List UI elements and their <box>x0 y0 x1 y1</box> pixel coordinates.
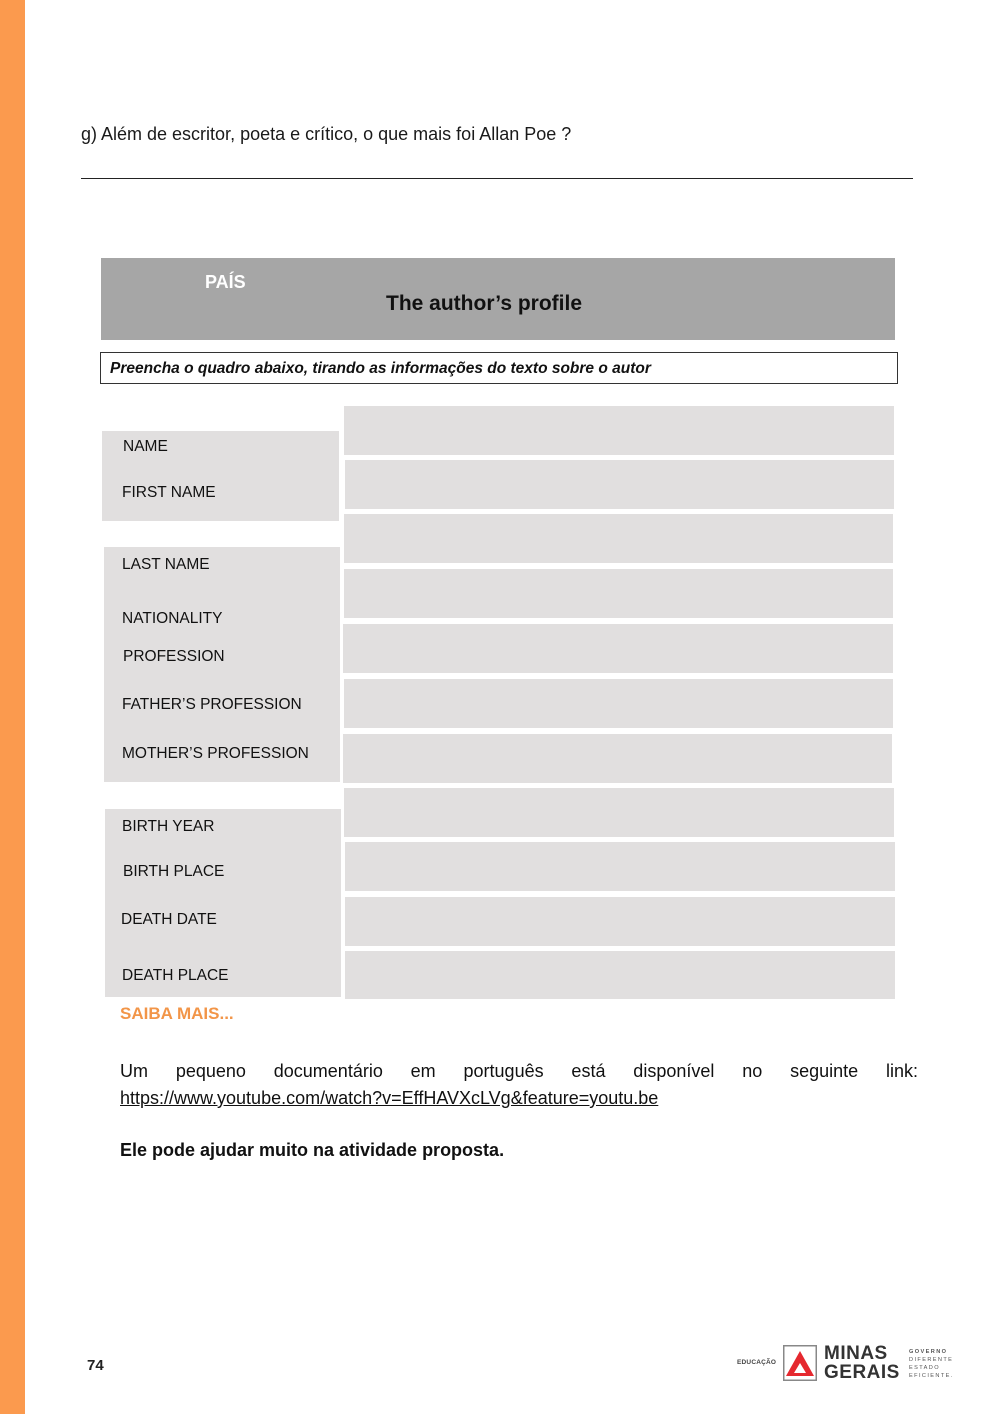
pais-label: PAÍS <box>205 272 246 292</box>
slogan-line-1: GOVERNO <box>909 1349 948 1355</box>
brand-gerais: GERAIS <box>824 1362 900 1383</box>
label-last-name: LAST NAME <box>122 556 210 573</box>
answer-field-7[interactable] <box>343 734 892 783</box>
label-name: NAME <box>123 438 168 455</box>
answer-field-1[interactable] <box>344 406 894 455</box>
label-birth-place: BIRTH PLACE <box>123 863 225 880</box>
profile-header <box>101 258 895 340</box>
instruction-box: Preencha o quadro abaixo, tirando as informações do texto sobre o autor <box>100 352 898 384</box>
answer-field-10[interactable] <box>345 897 895 946</box>
orange-side-bar <box>0 0 25 1414</box>
label-death-place: DEATH PLACE <box>122 967 229 984</box>
answer-field-3[interactable] <box>344 514 893 563</box>
educacao-label: EDUCAÇÃO <box>737 1359 777 1366</box>
answer-field-5[interactable] <box>343 624 893 673</box>
slogan-line-4: EFICIENTE. <box>909 1373 954 1379</box>
label-death-date: DEATH DATE <box>121 911 217 928</box>
activity-note: Ele pode ajudar muito na atividade proposta. <box>120 1140 505 1160</box>
label-fathers-profession: FATHER’S PROFESSION <box>122 696 302 713</box>
answer-field-9[interactable] <box>345 842 895 891</box>
label-birth-year: BIRTH YEAR <box>122 818 215 835</box>
slogan-line-3: ESTADO <box>909 1365 940 1371</box>
answer-field-8[interactable] <box>344 788 894 837</box>
label-nationality: NATIONALITY <box>122 610 223 627</box>
answer-field-2[interactable] <box>345 460 894 509</box>
brand-minas: MINAS <box>824 1343 888 1364</box>
label-mothers-profession: MOTHER’S PROFESSION <box>122 745 309 762</box>
saiba-mais-heading: SAIBA MAIS... <box>120 1004 234 1023</box>
profile-title: The author’s profile <box>386 292 583 315</box>
answer-field-4[interactable] <box>344 569 893 618</box>
documentary-text: Um pequeno documentário em português está disponível no seguinte link: <box>120 1061 918 1081</box>
answer-field-11[interactable] <box>345 951 895 999</box>
youtube-link[interactable]: https://www.youtube.com/watch?v=EffHAVXcLVg&feature=youtu.be <box>120 1088 659 1108</box>
answer-line[interactable] <box>81 178 913 179</box>
question-g: g) Além de escritor, poeta e crítico, o que mais foi Allan Poe ? <box>81 124 572 144</box>
answer-field-6[interactable] <box>344 679 893 728</box>
minas-gerais-logo <box>737 1344 952 1384</box>
label-profession: PROFESSION <box>123 648 225 665</box>
minas-gerais-triangle-icon <box>783 1345 817 1381</box>
slogan-line-2: DIFERENTE <box>909 1357 954 1363</box>
label-first-name: FIRST NAME <box>122 484 216 501</box>
page-number: 74 <box>87 1357 104 1374</box>
